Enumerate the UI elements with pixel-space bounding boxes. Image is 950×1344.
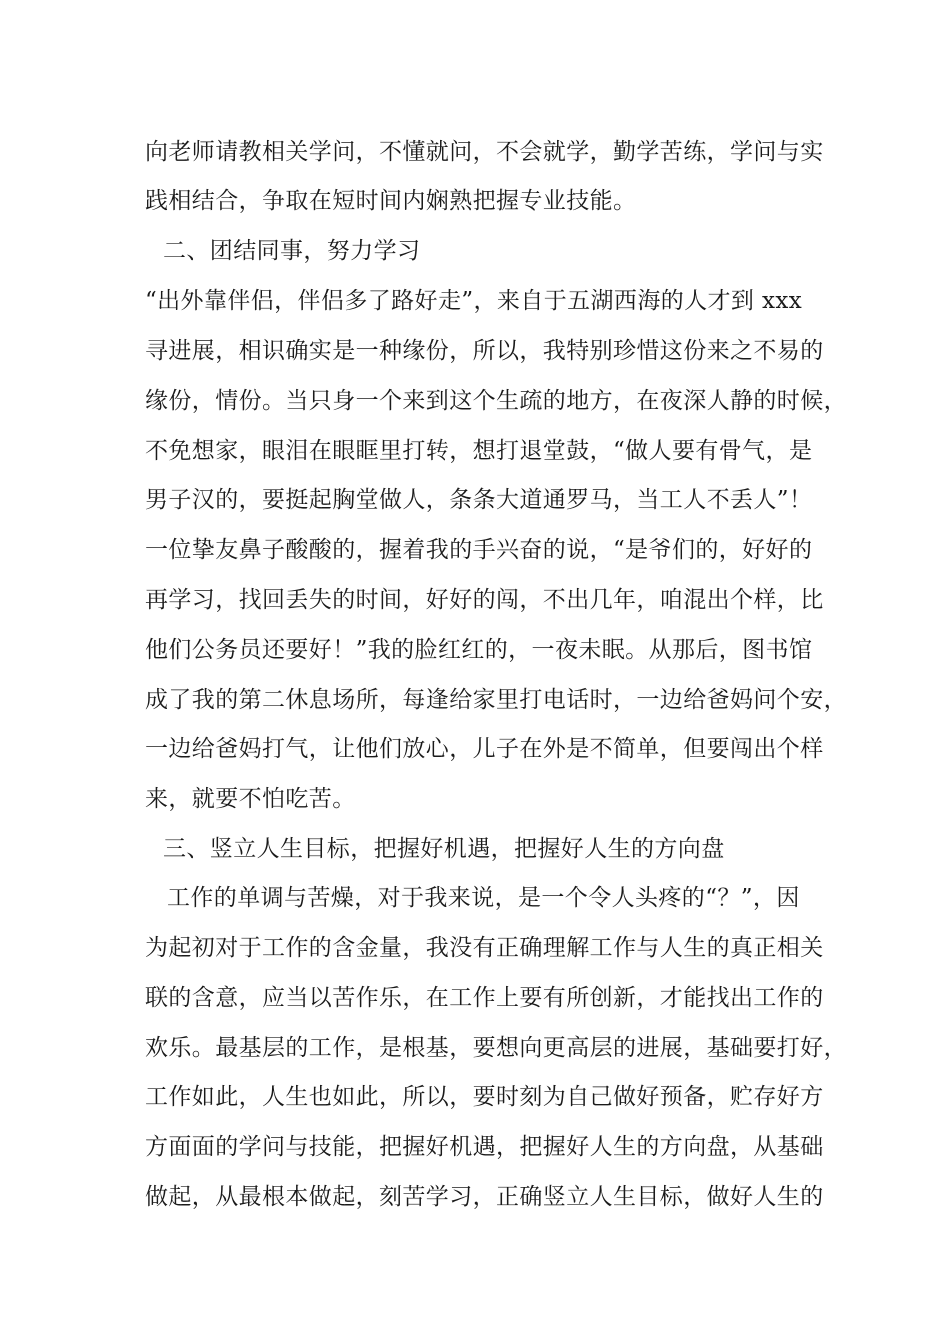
body-line: 工作如此，人生也如此，所以，要时刻为自己做好预备，贮存好方 — [145, 1084, 824, 1110]
body-line: 再学习，找回丢失的时间，好好的闯，不出几年，咱混出个样，比 — [145, 587, 824, 613]
section-heading-2: 二、团结同事，努力学习 — [163, 238, 421, 264]
body-line: 一边给爸妈打气，让他们放心，儿子在外是不简单，但要闯出个样 — [145, 736, 824, 762]
body-line: 男子汉的，要挺起胸堂做人，条条大道通罗马，当工人不丢人”！ — [145, 487, 813, 513]
body-line: 一位挚友鼻子酸酸的，握着我的手兴奋的说，“是爷们的，好好的 — [145, 537, 813, 563]
body-line: 来，就要不怕吃苦。 — [145, 786, 356, 812]
body-line: 成了我的第二休息场所，每逢给家里打电话时，一边给爸妈问个安， — [145, 687, 847, 713]
body-line: 践相结合，争取在短时间内娴熟把握专业技能。 — [145, 188, 637, 214]
body-line: 联的含意，应当以苦作乐，在工作上要有所创新，才能找出工作的 — [145, 985, 824, 1011]
body-line: 缘份，情份。当只身一个来到这个生疏的地方，在夜深人静的时候， — [145, 388, 847, 414]
body-line: 向老师请教相关学问，不懂就问，不会就学，勤学苦练，学问与实 — [145, 139, 824, 165]
body-line: 为起初对于工作的含金量，我没有正确理解工作与人生的真正相关 — [145, 935, 824, 961]
body-line: “出外靠伴侣，伴侣多了路好走”，来自于五湖西海的人才到 xxx — [145, 288, 803, 314]
body-line: 欢乐。最基层的工作，是根基，要想向更高层的进展，基础要打好， — [145, 1035, 847, 1061]
body-line: 工作的单调与苦燥，对于我来说，是一个令人头疼的“？”，因 — [167, 885, 800, 911]
body-line: 做起，从最根本做起，刻苦学习，正确竖立人生目标，做好人生的 — [145, 1184, 824, 1210]
body-line: 方面面的学问与技能，把握好机遇，把握好人生的方向盘，从基础 — [145, 1134, 824, 1160]
section-heading-3: 三、竖立人生目标，把握好机遇，把握好人生的方向盘 — [163, 836, 725, 862]
body-line: 他们公务员还要好！”我的脸红红的，一夜未眠。从那后，图书馆 — [145, 637, 813, 663]
body-line: 不免想家，眼泪在眼眶里打转，想打退堂鼓，“做人要有骨气，是 — [145, 438, 813, 464]
body-line: 寻进展，相识确实是一种缘份，所以，我特别珍惜这份来之不易的 — [145, 338, 824, 364]
